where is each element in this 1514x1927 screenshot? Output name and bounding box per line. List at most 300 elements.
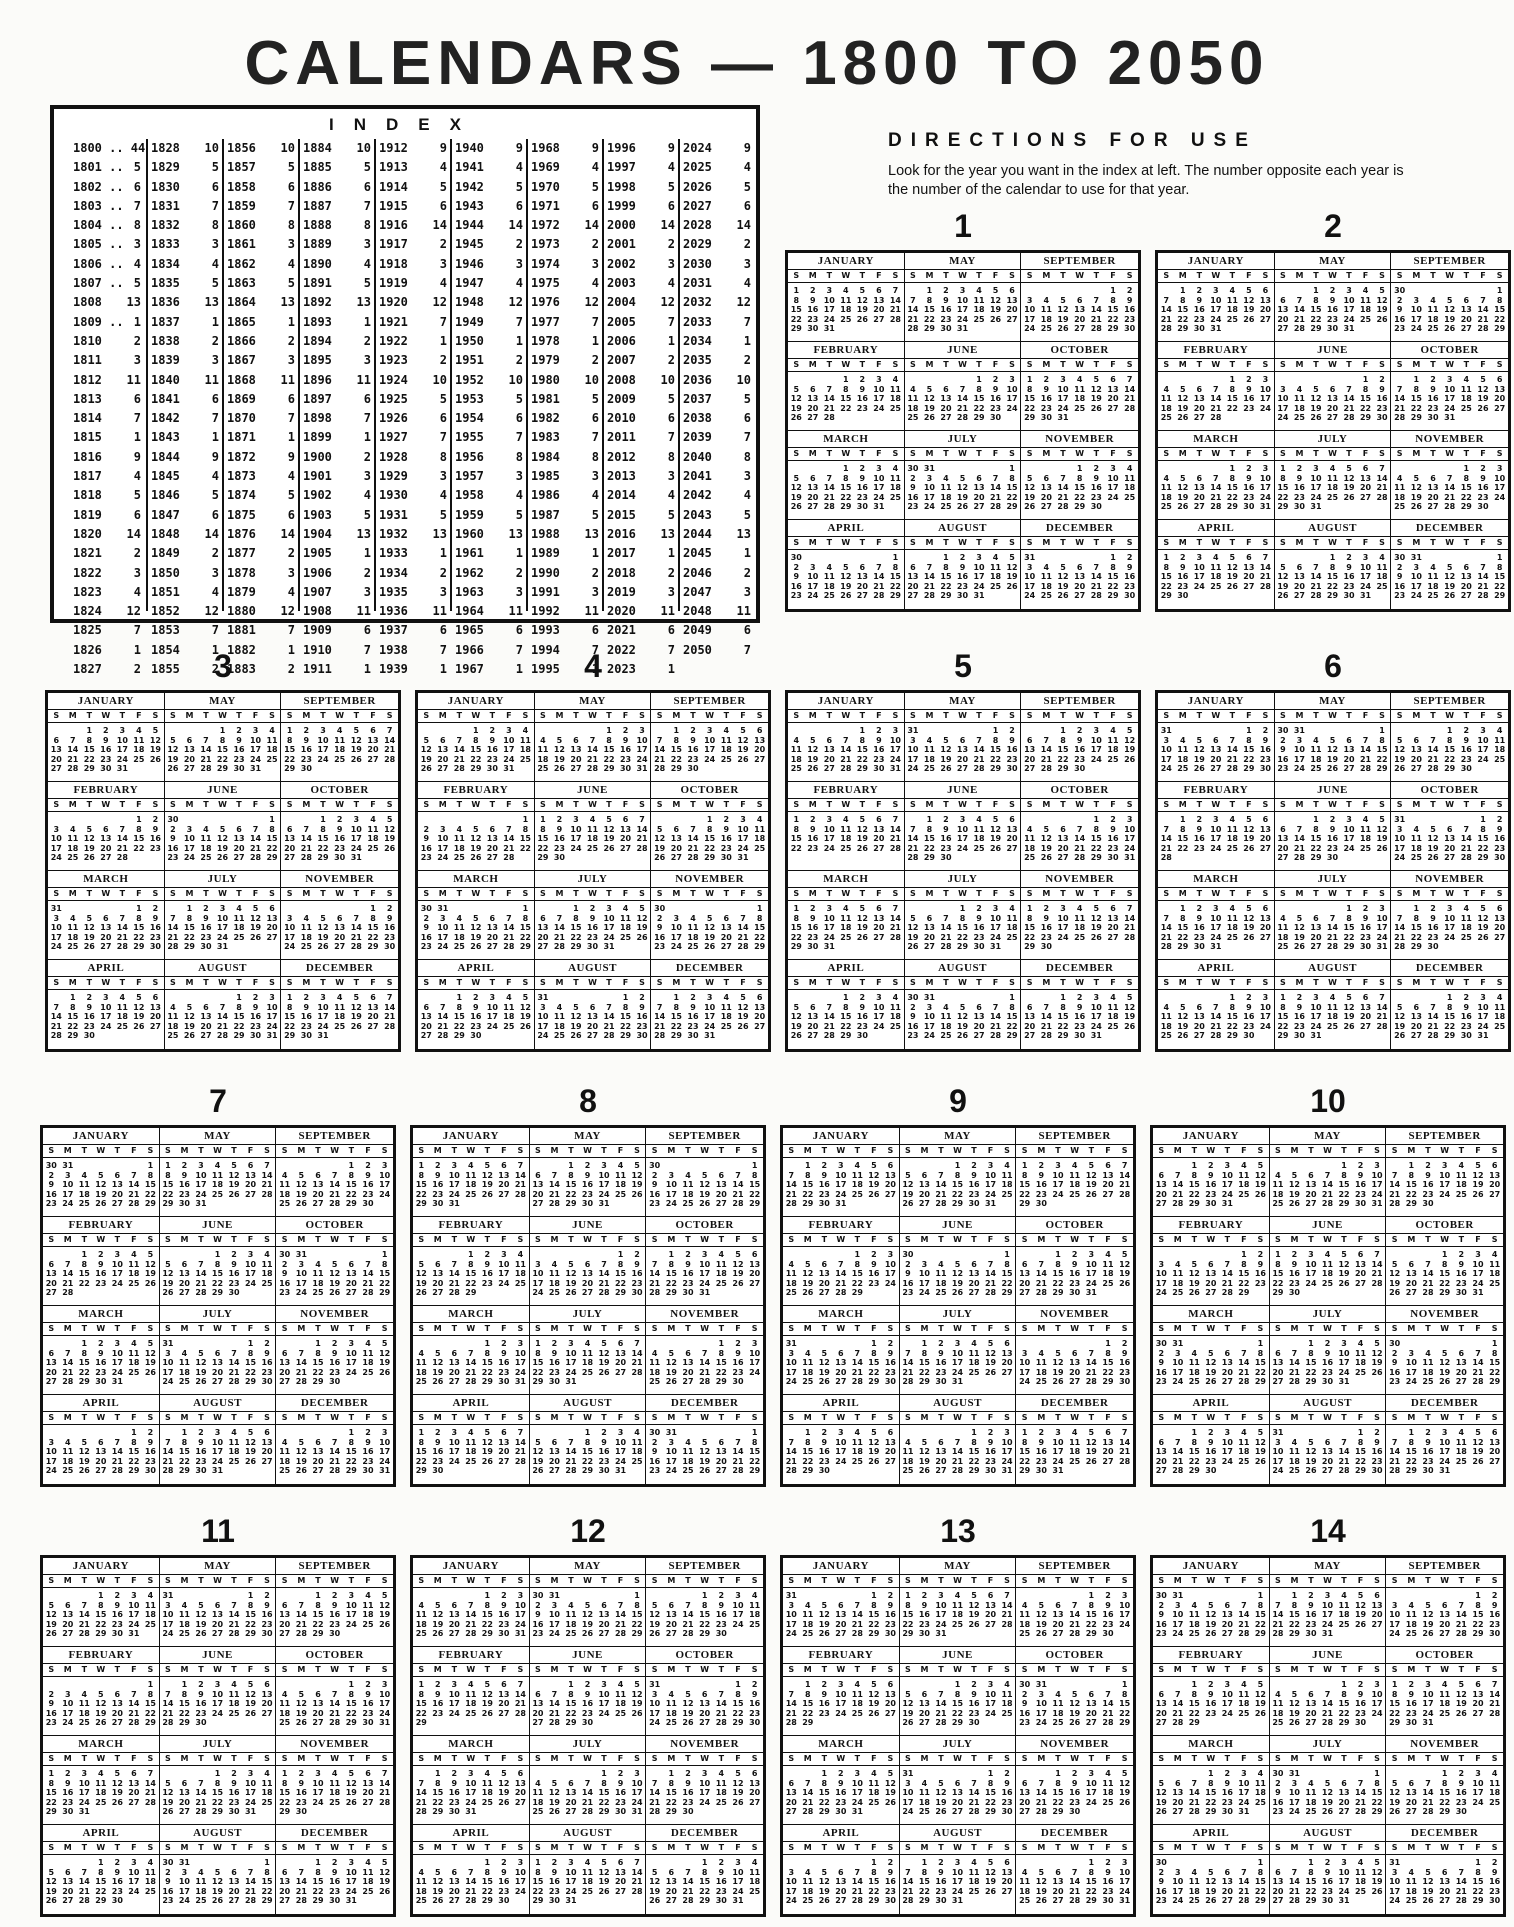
day-number: 23 bbox=[300, 754, 312, 764]
day-number: 10 bbox=[503, 735, 515, 745]
day-number: 30 bbox=[498, 1377, 510, 1386]
day-number: 11 bbox=[465, 1170, 477, 1180]
index-calendar-number: 11 bbox=[356, 604, 371, 619]
index-entry bbox=[376, 235, 450, 254]
day-number: 24 bbox=[1024, 324, 1036, 333]
index-year: 1966 bbox=[455, 642, 484, 657]
day-number: 19 bbox=[1477, 394, 1489, 403]
weekday-header bbox=[1021, 888, 1138, 901]
day-number: 6 bbox=[910, 562, 916, 572]
weekday-letter: T bbox=[1229, 449, 1236, 458]
index-entry bbox=[70, 293, 144, 312]
day-number: 11 bbox=[1494, 1002, 1506, 1012]
weekday-letter: M bbox=[1295, 271, 1304, 280]
day-number: 16 bbox=[1427, 394, 1439, 403]
index-year: 1845 bbox=[151, 469, 180, 484]
weekday-header bbox=[1158, 710, 1274, 723]
day-number: 23 bbox=[940, 843, 952, 853]
weekday-letter: T bbox=[568, 1146, 574, 1155]
day-number: 8 bbox=[1076, 473, 1083, 483]
day-number bbox=[535, 904, 552, 914]
index-year: 1928 bbox=[379, 449, 408, 464]
index-year: 2006 bbox=[607, 333, 636, 348]
day-number: 24 bbox=[216, 932, 229, 942]
day-number: 24 bbox=[498, 1278, 510, 1288]
day-number: 26 bbox=[636, 932, 648, 942]
index-year: 1890 bbox=[303, 256, 332, 271]
day-number bbox=[65, 904, 82, 914]
day-number: 2 bbox=[231, 1250, 237, 1259]
day-number: 12 bbox=[856, 824, 868, 834]
day-number: 13 bbox=[1410, 1012, 1422, 1021]
index-year: 1964 bbox=[455, 604, 484, 619]
index-calendar-number: 4 bbox=[591, 488, 599, 503]
day-number: 20 bbox=[1040, 492, 1052, 502]
day-number: 9 bbox=[551, 1348, 558, 1358]
index-column bbox=[450, 139, 526, 677]
index-year: 1946 bbox=[455, 256, 484, 271]
index-year: 2048 bbox=[683, 604, 712, 619]
day-number: 11 bbox=[334, 735, 346, 745]
day-number: 25 bbox=[1074, 932, 1086, 942]
day-number: 27 bbox=[619, 843, 632, 853]
month-name: APRIL bbox=[1158, 520, 1274, 537]
day-number: 19 bbox=[432, 1367, 444, 1377]
weekday-letter: S bbox=[1379, 449, 1385, 458]
day-number: 28 bbox=[923, 591, 935, 600]
day-number bbox=[1105, 502, 1122, 512]
weekday-letter: S bbox=[1496, 271, 1503, 280]
day-number: 10 bbox=[1410, 572, 1422, 581]
day-number: 17 bbox=[266, 1012, 278, 1021]
weekday-letter: S bbox=[386, 800, 393, 809]
day-number: 2 bbox=[1126, 553, 1133, 562]
day-number: 16 bbox=[149, 834, 161, 843]
day-number: 16 bbox=[279, 1278, 291, 1288]
day-number: 29 bbox=[83, 764, 95, 773]
day-number: 29 bbox=[570, 942, 582, 951]
day-number: 31 bbox=[737, 853, 749, 862]
day-number: 7 bbox=[1313, 562, 1319, 572]
month-name: OCTOBER bbox=[276, 1217, 393, 1234]
day-number bbox=[735, 764, 752, 774]
weekday-letter: T bbox=[198, 1235, 204, 1244]
day-number: 31 bbox=[1343, 324, 1355, 333]
index-entry bbox=[300, 139, 374, 158]
day-number: 30 bbox=[940, 324, 952, 333]
day-number: 15 bbox=[1359, 394, 1372, 403]
index-calendar-number: 5 bbox=[133, 160, 141, 175]
month-name: AUGUST bbox=[905, 960, 1021, 977]
day-number: 19 bbox=[144, 1358, 156, 1367]
day-number: 27 bbox=[1193, 502, 1205, 511]
day-number: 24 bbox=[295, 1288, 307, 1297]
day-number bbox=[496, 1199, 513, 1209]
day-number: 20 bbox=[100, 843, 112, 853]
day-number: 24 bbox=[1376, 932, 1388, 942]
day-number: 4 bbox=[551, 1259, 558, 1269]
index-year: 1853 bbox=[151, 623, 180, 638]
day-number: 9 bbox=[1110, 824, 1116, 834]
day-number: 25 bbox=[1460, 403, 1472, 413]
weekday-letter: W bbox=[588, 889, 597, 898]
day-number: 10 bbox=[249, 735, 262, 745]
day-number: 7 bbox=[910, 295, 916, 305]
day-number: 11 bbox=[1006, 913, 1018, 923]
day-number bbox=[805, 464, 822, 474]
day-grid bbox=[418, 990, 534, 1041]
day-number: 1 bbox=[147, 1161, 154, 1170]
day-number: 22 bbox=[790, 314, 802, 324]
weekday-letter: M bbox=[438, 978, 447, 987]
index-year: 1802 .. bbox=[73, 179, 124, 194]
weekday-letter: W bbox=[1211, 449, 1221, 458]
day-number: 26 bbox=[631, 1189, 643, 1199]
day-number: 28 bbox=[384, 754, 396, 764]
day-number: 5 bbox=[434, 1348, 441, 1358]
weekday-letter: S bbox=[264, 1324, 270, 1333]
day-number: 4 bbox=[1463, 904, 1470, 913]
day-number: 11 bbox=[973, 824, 985, 834]
day-number: 21 bbox=[1210, 403, 1222, 413]
day-number bbox=[48, 815, 65, 825]
day-number: 10 bbox=[873, 1002, 885, 1012]
day-number: 28 bbox=[200, 764, 212, 773]
index-calendar-number: 2 bbox=[515, 565, 523, 580]
index-calendar-number: 7 bbox=[591, 314, 599, 329]
day-number: 3 bbox=[668, 1170, 675, 1180]
day-number: 4 bbox=[281, 1437, 288, 1447]
weekday-letter: F bbox=[1110, 538, 1116, 547]
day-number: 22 bbox=[1024, 403, 1036, 413]
day-number: 2 bbox=[1196, 815, 1203, 824]
weekday-letter: M bbox=[297, 1324, 306, 1333]
index-calendar-number: 6 bbox=[133, 507, 141, 522]
day-number: 19 bbox=[1040, 843, 1052, 853]
day-number: 20 bbox=[178, 1278, 190, 1288]
index-entry bbox=[452, 486, 526, 505]
day-number bbox=[563, 1250, 580, 1260]
day-number: 27 bbox=[956, 764, 969, 773]
index-calendar-number: 2 bbox=[133, 546, 141, 561]
day-number bbox=[276, 1428, 293, 1438]
day-number: 1 bbox=[1060, 726, 1066, 735]
day-number: 24 bbox=[1444, 403, 1456, 413]
month-name: FEBRUARY bbox=[43, 1217, 159, 1234]
day-number: 8 bbox=[247, 1348, 254, 1358]
day-number: 19 bbox=[790, 492, 802, 502]
index-year: 1994 bbox=[531, 642, 560, 657]
day-number bbox=[1105, 942, 1122, 952]
day-number: 5 bbox=[992, 815, 999, 824]
day-number: 5 bbox=[353, 726, 360, 735]
day-number bbox=[298, 904, 315, 914]
weekday-letter: S bbox=[1496, 978, 1503, 987]
index-entry bbox=[528, 544, 602, 563]
day-number: 5 bbox=[98, 1170, 104, 1180]
day-number: 19 bbox=[1277, 581, 1289, 591]
weekday-letter: T bbox=[86, 800, 93, 809]
day-number: 24 bbox=[1293, 764, 1305, 773]
day-number: 11 bbox=[889, 1002, 901, 1012]
index-calendar-number: 13 bbox=[356, 526, 371, 541]
day-number: 8 bbox=[1060, 1002, 1066, 1012]
day-number: 29 bbox=[603, 764, 615, 773]
month-name: NOVEMBER bbox=[1021, 431, 1138, 448]
month-name: OCTOBER bbox=[651, 782, 768, 799]
weekday-letter: S bbox=[286, 711, 293, 720]
day-number: 10 bbox=[1124, 824, 1136, 834]
day-number: 6 bbox=[589, 1002, 596, 1012]
day-number: 30 bbox=[470, 1031, 482, 1040]
day-number: 10 bbox=[873, 473, 885, 483]
day-number: 2 bbox=[1280, 735, 1286, 745]
day-number: 8 bbox=[992, 735, 999, 745]
day-number bbox=[1441, 553, 1458, 563]
day-number: 21 bbox=[1124, 923, 1136, 932]
day-number: 20 bbox=[1427, 492, 1439, 502]
index-year: 1922 bbox=[379, 333, 408, 348]
day-number: 22 bbox=[1024, 932, 1036, 942]
index-entry bbox=[680, 332, 754, 351]
day-number: 18 bbox=[1410, 843, 1422, 853]
day-number: 29 bbox=[749, 1199, 761, 1208]
weekday-letter: S bbox=[386, 978, 393, 987]
index-entry bbox=[528, 564, 602, 583]
weekday-letter: T bbox=[456, 711, 463, 720]
day-number: 29 bbox=[1057, 764, 1069, 773]
day-number: 27 bbox=[856, 591, 868, 600]
day-number: 26 bbox=[329, 1288, 341, 1297]
day-number: 11 bbox=[211, 1170, 224, 1180]
weekday-letter: T bbox=[1313, 889, 1319, 898]
index-year: 1879 bbox=[227, 584, 256, 599]
index-entry bbox=[224, 293, 298, 312]
weekday-letter: T bbox=[484, 1146, 491, 1155]
day-grid bbox=[413, 1247, 529, 1298]
day-number: 22 bbox=[1057, 1021, 1069, 1031]
day-number: 26 bbox=[379, 1367, 391, 1377]
day-number: 8 bbox=[315, 1348, 321, 1358]
day-number: 14 bbox=[1057, 483, 1069, 492]
day-number: 4 bbox=[1329, 993, 1336, 1002]
day-number: 29 bbox=[1277, 502, 1289, 511]
day-number: 4 bbox=[1396, 473, 1403, 483]
day-number: 10 bbox=[565, 1348, 577, 1358]
day-number: 3 bbox=[926, 473, 933, 483]
index-year: 1981 bbox=[531, 391, 560, 406]
weekday-letter: S bbox=[423, 978, 430, 987]
day-number: 9 bbox=[281, 1269, 288, 1278]
index-year: 1814 bbox=[73, 411, 102, 426]
day-number: 13 bbox=[973, 1012, 985, 1021]
day-number: 26 bbox=[1277, 591, 1289, 600]
day-number: 17 bbox=[1210, 305, 1222, 314]
month-block bbox=[281, 960, 398, 1049]
index-entry bbox=[604, 255, 678, 274]
weekday-letter: M bbox=[297, 1146, 306, 1155]
index-year: 1904 bbox=[303, 526, 332, 541]
index-calendar-number: 6 bbox=[667, 623, 675, 638]
weekday-letter: M bbox=[808, 711, 817, 720]
weekday-letter: T bbox=[943, 800, 949, 809]
day-number: 10 bbox=[295, 1269, 307, 1278]
weekday-letter: W bbox=[218, 800, 227, 809]
weekday-letter: M bbox=[925, 538, 934, 547]
day-number: 4 bbox=[943, 1002, 949, 1012]
day-number: 11 bbox=[754, 824, 766, 834]
index-calendar-number: 2 bbox=[287, 662, 295, 677]
day-number: 2 bbox=[1396, 295, 1403, 305]
day-number: 13 bbox=[923, 923, 935, 932]
weekday-letter: S bbox=[281, 1413, 288, 1422]
day-number: 19 bbox=[83, 843, 95, 853]
day-number: 20 bbox=[873, 923, 885, 932]
weekday-letter: M bbox=[808, 800, 817, 809]
day-number bbox=[905, 815, 922, 825]
weekday-letter: W bbox=[1075, 711, 1085, 720]
weekday-letter: S bbox=[48, 1413, 55, 1422]
day-number: 28 bbox=[548, 1199, 560, 1208]
index-entry bbox=[70, 235, 144, 254]
weekday-letter: T bbox=[1463, 889, 1470, 898]
index-calendar-number: 12 bbox=[736, 295, 751, 310]
day-number: 12 bbox=[598, 1348, 610, 1358]
weekday-letter: T bbox=[231, 1324, 237, 1333]
day-number: 2 bbox=[203, 904, 209, 913]
day-number: 14 bbox=[1293, 305, 1305, 314]
day-number: 17 bbox=[823, 923, 835, 932]
day-number: 3 bbox=[601, 1161, 607, 1170]
day-number: 7 bbox=[639, 815, 645, 824]
day-number: 2 bbox=[423, 913, 430, 923]
weekday-header bbox=[1275, 710, 1391, 723]
weekday-letter: F bbox=[876, 360, 882, 369]
day-number: 16 bbox=[1124, 305, 1136, 314]
weekday-letter: T bbox=[456, 889, 463, 898]
month-name: JULY bbox=[535, 871, 651, 888]
day-grid bbox=[43, 1336, 159, 1387]
day-number bbox=[584, 993, 601, 1003]
day-number: 25 bbox=[133, 754, 145, 764]
day-number: 17 bbox=[737, 834, 749, 843]
day-number bbox=[805, 553, 822, 563]
day-number: 11 bbox=[548, 1269, 560, 1278]
weekday-letter: S bbox=[1126, 449, 1133, 458]
weekday-letter: F bbox=[252, 889, 259, 898]
day-number: 12 bbox=[350, 1002, 362, 1012]
month-name: SEPTEMBER bbox=[646, 1128, 763, 1145]
weekday-letter: M bbox=[555, 889, 564, 898]
weekday-letter: T bbox=[859, 449, 866, 458]
index-entry bbox=[528, 486, 602, 505]
index-year: 1992 bbox=[531, 604, 560, 619]
day-number: 16 bbox=[195, 1447, 207, 1456]
day-number: 18 bbox=[889, 394, 901, 403]
index-year: 1967 bbox=[455, 662, 484, 677]
day-number: 13 bbox=[1410, 745, 1422, 754]
day-number: 26 bbox=[83, 942, 95, 951]
index-year: 1957 bbox=[455, 469, 484, 484]
day-number: 29 bbox=[470, 764, 482, 773]
weekday-letter: S bbox=[892, 360, 899, 369]
day-number: 25 bbox=[465, 1189, 477, 1199]
index-entry bbox=[528, 197, 602, 216]
day-number: 11 bbox=[62, 1447, 74, 1456]
day-number: 26 bbox=[228, 1189, 240, 1199]
weekday-letter: F bbox=[252, 978, 259, 987]
day-number: 10 bbox=[670, 923, 682, 932]
day-number: 5 bbox=[1396, 735, 1403, 745]
day-number: 16 bbox=[873, 745, 885, 754]
day-number bbox=[1357, 502, 1374, 512]
index-year: 1875 bbox=[227, 507, 256, 522]
day-number: 14 bbox=[687, 834, 699, 843]
weekday-letter: M bbox=[1412, 271, 1421, 280]
day-number: 24 bbox=[989, 932, 1002, 942]
day-number: 17 bbox=[162, 1367, 174, 1377]
day-number: 6 bbox=[1362, 464, 1369, 473]
index-year: 2003 bbox=[607, 276, 636, 291]
day-number: 6 bbox=[236, 824, 242, 834]
day-number: 27 bbox=[233, 853, 245, 862]
index-calendar-number: 5 bbox=[363, 507, 371, 522]
index-year: 1885 bbox=[303, 160, 332, 175]
day-number: 6 bbox=[48, 1348, 55, 1358]
day-number: 4 bbox=[456, 824, 463, 834]
day-number: 12 bbox=[1310, 394, 1322, 403]
index-year: 1910 bbox=[303, 642, 332, 657]
day-number: 5 bbox=[1196, 735, 1203, 745]
day-number: 8 bbox=[1009, 1002, 1015, 1012]
day-number: 5 bbox=[1413, 473, 1420, 483]
weekday-letter: S bbox=[1496, 538, 1503, 547]
index-entry bbox=[528, 409, 602, 428]
day-number: 29 bbox=[665, 1288, 677, 1297]
day-number: 19 bbox=[1006, 572, 1018, 581]
day-number: 17 bbox=[823, 305, 835, 314]
day-number: 13 bbox=[619, 824, 632, 834]
day-number: 21 bbox=[1160, 314, 1172, 324]
day-number bbox=[987, 853, 1004, 863]
weekday-header bbox=[43, 1323, 159, 1336]
day-number: 2 bbox=[943, 815, 949, 824]
day-number: 5 bbox=[1246, 904, 1252, 913]
day-number: 26 bbox=[183, 1031, 195, 1040]
day-number: 18 bbox=[1226, 923, 1238, 932]
day-number: 21 bbox=[1444, 492, 1456, 502]
day-number: 15 bbox=[1444, 745, 1456, 754]
day-number: 19 bbox=[1090, 923, 1102, 932]
day-number: 17 bbox=[873, 394, 885, 403]
day-number: 22 bbox=[1326, 581, 1339, 591]
month-name: NOVEMBER bbox=[1021, 871, 1138, 888]
day-number: 26 bbox=[1427, 853, 1439, 862]
day-number: 15 bbox=[284, 1012, 296, 1021]
day-number bbox=[1241, 591, 1258, 601]
weekday-letter: S bbox=[910, 889, 916, 898]
day-number: 10 bbox=[1193, 562, 1205, 572]
weekday-letter: T bbox=[320, 800, 326, 809]
day-number bbox=[938, 904, 955, 914]
day-number bbox=[1324, 502, 1341, 512]
weekday-header bbox=[535, 888, 651, 901]
day-number: 1 bbox=[1480, 815, 1486, 824]
day-number: 17 bbox=[379, 1447, 391, 1456]
day-number: 21 bbox=[116, 843, 128, 853]
day-number: 16 bbox=[973, 923, 985, 932]
day-number: 13 bbox=[233, 834, 245, 843]
